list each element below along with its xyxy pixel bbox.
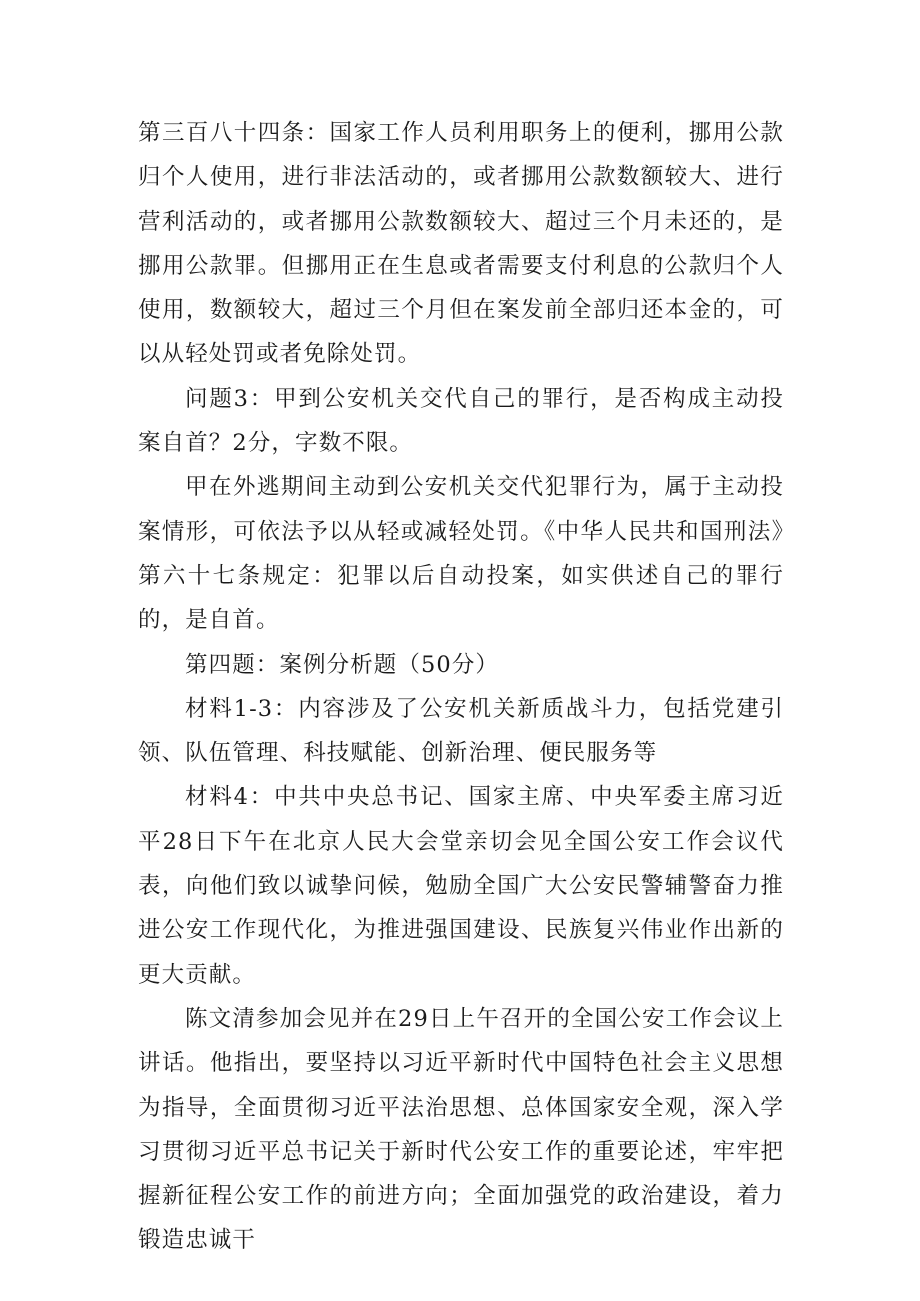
- paragraph-material-4: 材料4：中共中央总书记、国家主席、中央军委主席习近平28日下午在北京人民大会堂亲切会见全国公安工作会议代表，向他们致以诚挚问候，勉励全国广大公安民警辅警奋力推进公安工作现代化，为推进强国建设、民族复兴伟业作出新的更大贡献。: [138, 784, 784, 988]
- document-page: [138, 111, 784, 1263]
- section-4-heading: 第四题：案例分析题（50分）: [185, 651, 500, 678]
- paragraph-answer-3: 甲在外逃期间主动到公安机关交代犯罪行为，属于主动投案情形，可依法予以从轻或减轻处罚。《中华人民共和国刑法》第六十七条规定：犯罪以后自动投案，如实供述自己的罪行的，是自首。: [138, 474, 784, 634]
- paragraph-material-4-continued: 陈文清参加会见并在29日上午召开的全国公安工作会议上讲话。他指出，要坚持以习近平新时代中国特色社会主义思想为指导，全面贯彻习近平法治思想、总体国家安全观，深入学习贯彻习近平总书记关于新时代公安工作的重要论述，牢牢把握新征程公安工作的前进方向；全面加强党的政治建设，着力锻造忠诚干: [138, 1005, 784, 1254]
- paragraph-article-384: 第三百八十四条：国家工作人员利用职务上的便利，挪用公款归个人使用，进行非法活动的，或者挪用公款数额较大、进行营利活动的，或者挪用公款数额较大、超过三个月未还的，是挪用公款罪。但挪用正在生息或者需要支付利息的公款归个人使用，数额较大，超过三个月但在案发前全部归还本金的，可以从轻处罚或者免除处罚。: [138, 120, 784, 368]
- paragraph-question-3: 问题3：甲到公安机关交代自己的罪行，是否构成主动投案自首？2分，字数不限。: [138, 385, 784, 457]
- paragraph-material-1-3: 材料1-3：内容涉及了公安机关新质战斗力，包括党建引领、队伍管理、科技赋能、创新治理、便民服务等: [138, 695, 784, 767]
